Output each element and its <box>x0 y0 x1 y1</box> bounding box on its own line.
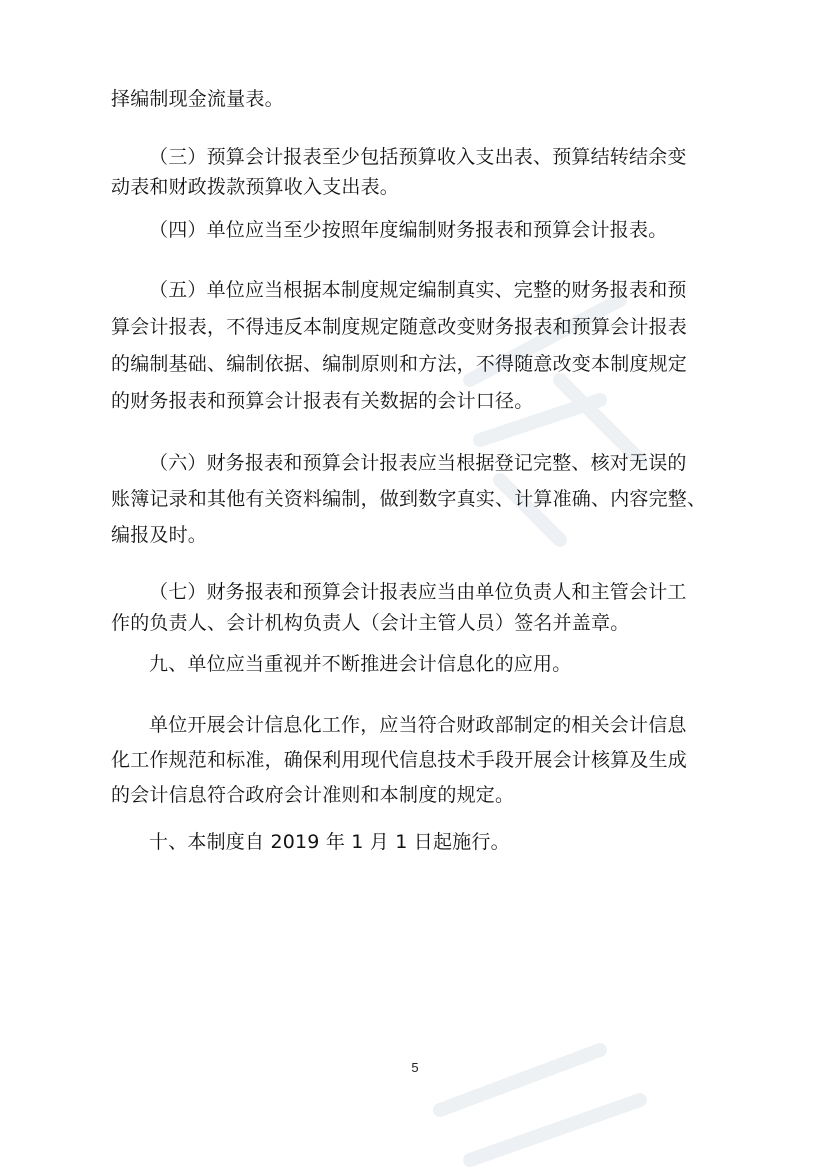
text-line-1: 择编制现金流量表。 <box>111 88 284 110</box>
text-line-5: （五）单位应当根据本制度规定编制真实、完整的财务报表和预 <box>149 279 687 301</box>
text-line-18: 十、本制度自 2019 年 1 月 1 日起施行。 <box>149 831 510 853</box>
text-line-17: 的会计信息符合政府会计准则和本制度的规定。 <box>111 784 515 806</box>
text-line-9: （六）财务报表和预算会计报表应当根据登记完整、核对无误的 <box>149 452 687 474</box>
text-line-3: 动表和财政拨款预算收入支出表。 <box>111 176 400 198</box>
text-line-11: 编报及时。 <box>111 524 208 546</box>
text-line-8: 的财务报表和预算会计报表有关数据的会计口径。 <box>111 390 534 412</box>
text-line-14: 九、单位应当重视并不断推进会计信息化的应用。 <box>149 653 572 675</box>
text-line-16: 化工作规范和标准，确保利用现代信息技术手段开展会计核算及生成 <box>111 749 688 771</box>
text-line-15: 单位开展会计信息化工作，应当符合财政部制定的相关会计信息 <box>149 714 687 736</box>
text-line-2: （三）预算会计报表至少包括预算收入支出表、预算结转结余变 <box>149 146 687 168</box>
text-line-6: 算会计报表，不得违反本制度规定随意改变财务报表和预算会计报表 <box>111 316 688 338</box>
text-line-10: 账簿记录和其他有关资料编制，做到数字真实、计算准确、内容完整、 <box>111 488 707 510</box>
page-number: 5 <box>411 1060 419 1075</box>
text-line-13: 作的负责人、会计机构负责人（会计主管人员）签名并盖章。 <box>111 612 630 634</box>
text-line-4: （四）单位应当至少按照年度编制财务报表和预算会计报表。 <box>149 219 668 241</box>
text-line-12: （七）财务报表和预算会计报表应当由单位负责人和主管会计工 <box>149 581 687 603</box>
text-line-7: 的编制基础、编制依据、编制原则和方法，不得随意改变本制度规定 <box>111 353 688 375</box>
